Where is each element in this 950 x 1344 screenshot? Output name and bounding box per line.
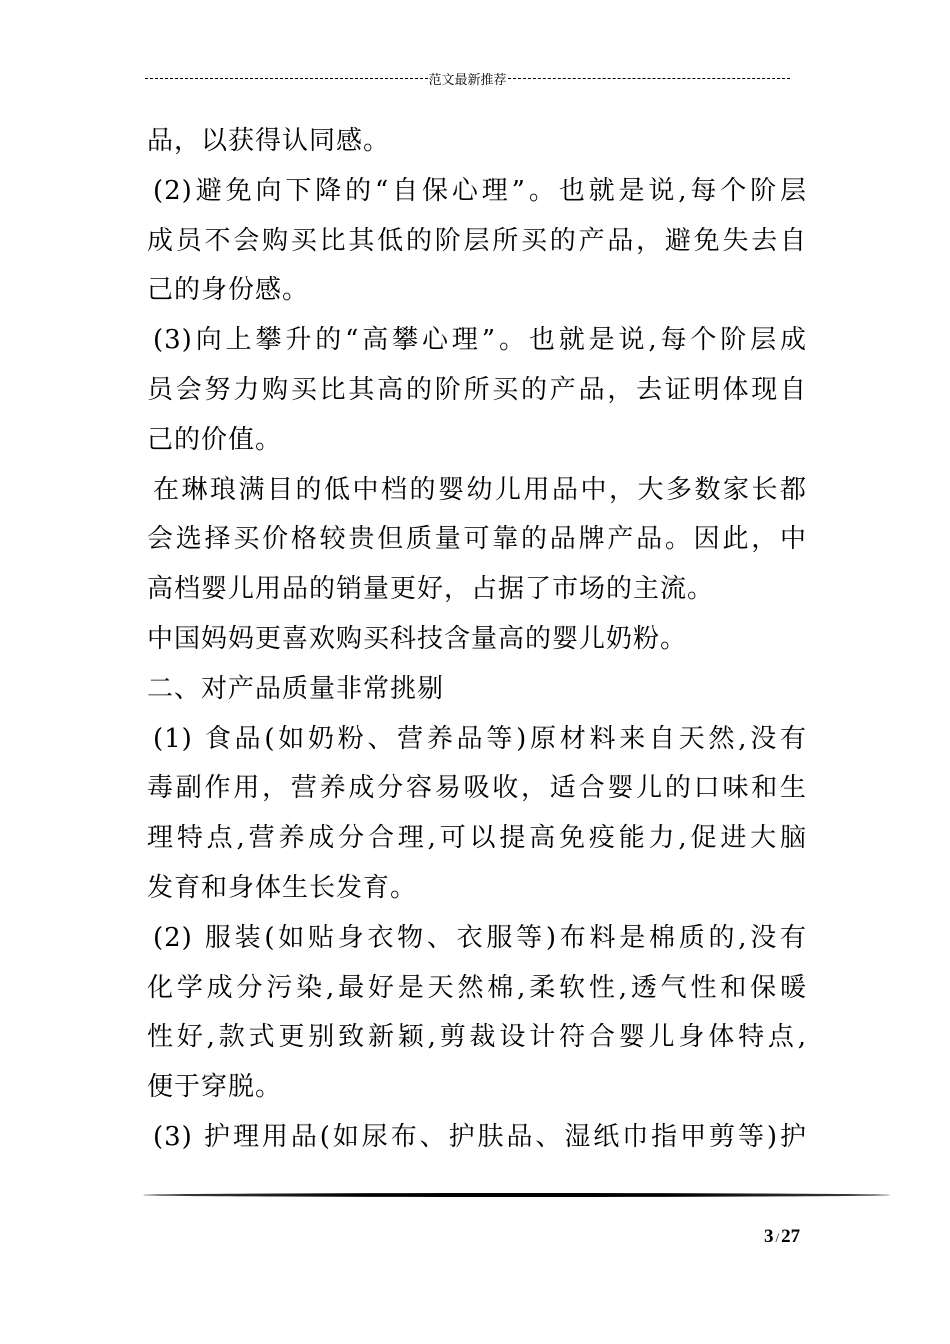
header-dash-left [145,78,428,79]
page-separator: / [775,1230,780,1245]
text-line: 毒副作用，营养成分容易吸收，适合婴儿的口味和生 [147,773,807,804]
header-title: 范文最新推荐 [428,72,507,88]
text-line: 中国妈妈更喜欢购买科技含量高的婴儿奶粉。 [147,623,688,654]
text-line: 性好,款式更别致新颖,剪裁设计符合婴儿身体特点, [147,1022,807,1053]
text-line: 高档婴儿用品的销量更好，占据了市场的主流。 [147,574,715,605]
page-header [145,68,790,88]
text-line: 理特点,营养成分合理,可以提高免疫能力,促进大脑 [147,823,807,854]
current-page: 3 [764,1226,774,1247]
text-line: 化学成分污染,最好是天然棉,柔软性,透气性和保暖 [147,972,807,1003]
text-line: (2)避免向下降的“自保心理”。也就是说,每个阶层 [153,175,807,206]
document-body [147,117,807,1163]
total-pages: 27 [781,1226,801,1247]
text-line: 发育和身体生长发育。 [147,872,418,903]
text-line: 会选择买价格较贵但质量可靠的品牌产品。因此，中 [147,524,807,555]
text-line: (1) 食品(如奶粉、营养品等)原材料来自天然,没有 [153,723,807,754]
text-line: 员会努力购买比其高的阶所买的产品，去证明体现自 [147,374,807,405]
text-line: 己的价值。 [147,424,283,455]
text-line: (3) 护理用品(如尿布、护肤品、湿纸巾指甲剪等)护 [153,1121,807,1152]
text-line: (3)向上攀升的“高攀心理”。也就是说,每个阶层成 [153,325,807,356]
footer-rule [143,1193,890,1197]
text-line: (2) 服装(如贴身衣物、衣服等)布料是棉质的,没有 [153,922,807,953]
text-line: 成员不会购买比其低的阶层所买的产品，避免失去自 [147,225,807,256]
section-heading: 二、对产品质量非常挑剔 [147,673,445,704]
text-line: 在琳琅满目的低中档的婴幼儿用品中，大多数家长都 [153,474,807,505]
header-dash-right [508,78,791,79]
text-line: 便于穿脱。 [147,1072,283,1103]
text-line: 品，以获得认同感。 [147,126,391,156]
text-line: 己的身份感。 [147,275,310,306]
page-number [764,1226,800,1248]
